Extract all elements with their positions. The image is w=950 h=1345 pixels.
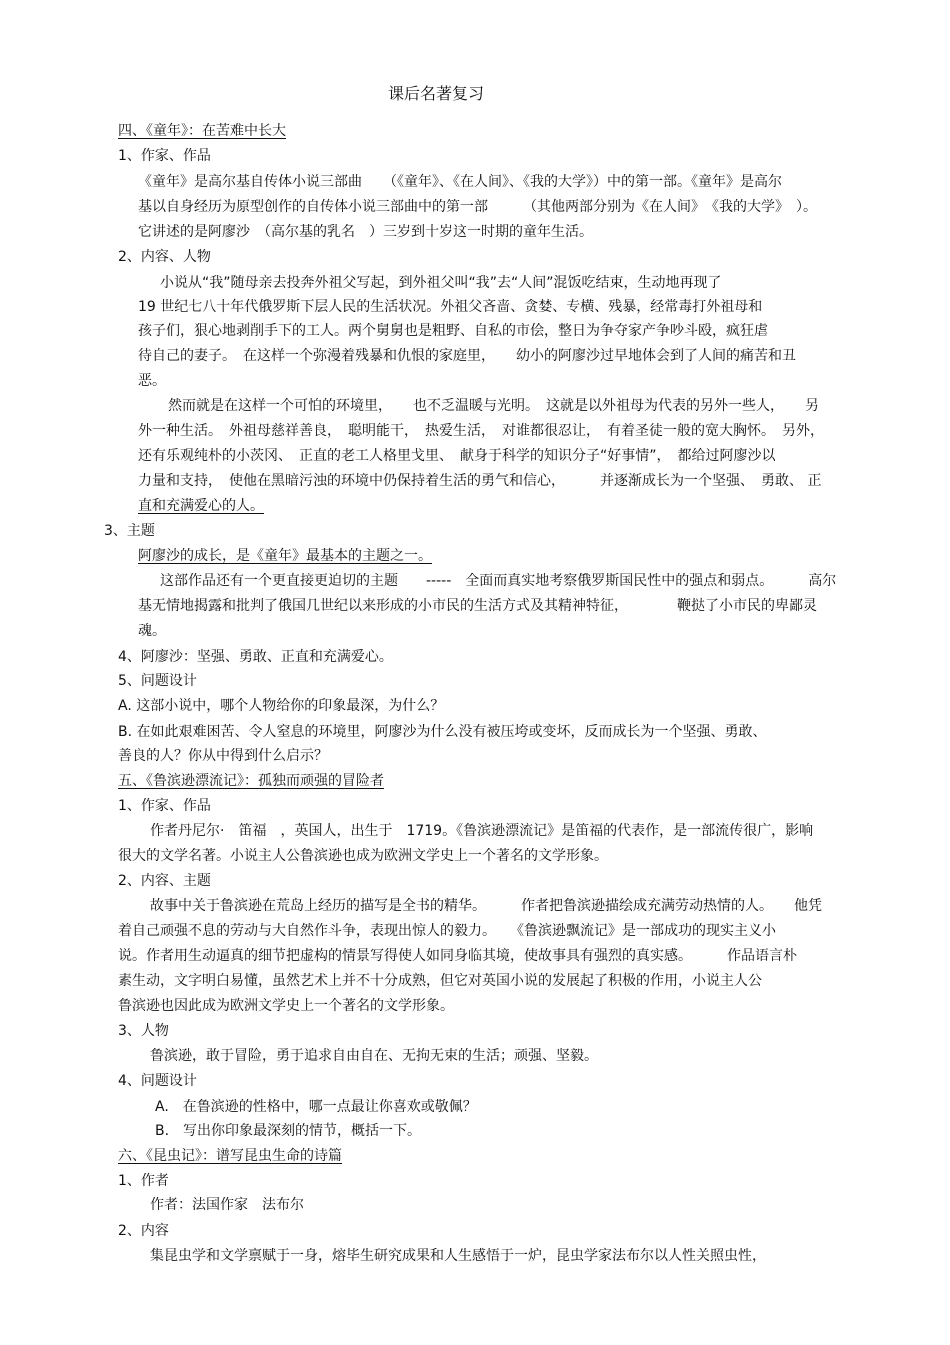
paragraph-line: 很大的文学名著。小说主人公鲁滨逊也成为欧洲文学史上一个著名的文学形象。 bbox=[118, 848, 608, 864]
question-item: A. 在鲁滨逊的性格中，哪一点最让你喜欢或敬佩？ bbox=[155, 1099, 477, 1115]
paragraph-line: 着自己顽强不息的劳动与大自然作斗争，表现出惊人的毅力。 《鲁滨逊飘流记》是一部成功的现实主义小 bbox=[118, 923, 776, 939]
paragraph-line: 魂。 bbox=[138, 623, 166, 639]
paragraph-line: 小说从“我”随母亲去投奔外祖父写起，到外祖父叫“我”去“人间”混饭吃结束，生动地再现了 bbox=[160, 275, 722, 291]
paragraph-line: 《童年》是高尔基自传体小说三部曲 （《童年》、《在人间》、《我的大学》）中的第一部。《童年》是高尔 bbox=[138, 174, 782, 190]
subheading: 4、阿廖沙：坚强、勇敢、正直和充满爱心。 bbox=[118, 649, 393, 665]
paragraph-line: 外一种生活。 外祖母慈祥善良， 聪明能干， 热爱生活， 对谁都很忍让， 有着圣徒一般的宽大胸怀。 另外， bbox=[138, 423, 824, 439]
subheading: 3、人物 bbox=[118, 1023, 169, 1039]
paragraph-line: 还有乐观纯朴的小茨冈、 正直的老工人格里戈里、 献身于科学的知识分子“好事情”， 都给过阿廖沙以 bbox=[138, 448, 776, 464]
paragraph-line: 直和充满爱心的人。 bbox=[138, 498, 264, 514]
subheading: 2、内容 bbox=[118, 1223, 169, 1239]
section-heading-tongnian: 四、《童年》：在苦难中长大 bbox=[118, 123, 286, 139]
subheading: 1、作家、作品 bbox=[118, 798, 211, 814]
subheading: 1、作者 bbox=[118, 1173, 169, 1189]
paragraph-line: 然而就是在这样一个可怕的环境里， 也不乏温暖与光明。 这就是以外祖母为代表的另外一些人， 另 bbox=[168, 398, 819, 414]
paragraph-line: 阿廖沙的成长，是《童年》最基本的主题之一。 bbox=[138, 548, 432, 564]
paragraph-line: 19 世纪七八十年代俄罗斯下层人民的生活状况。外祖父吝啬、贪婪、专横、残暴，经常毒打外祖母和 bbox=[138, 299, 763, 315]
question-item: B. 在如此艰难困苦、令人窒息的环境里，阿廖沙为什么没有被压垮或变坏，反而成长为一个坚强、勇敢、 bbox=[118, 724, 767, 740]
paragraph-line: 鲁滨逊，敢于冒险，勇于追求自由自在、无拘无束的生活；顽强、坚毅。 bbox=[150, 1048, 598, 1064]
question-item: B. 写出你印象最深刻的情节，概括一下。 bbox=[155, 1123, 422, 1139]
section-heading-insects: 六、《昆虫记》：谱写昆虫生命的诗篇 bbox=[118, 1148, 342, 1164]
subheading: 3、主题 bbox=[104, 523, 155, 539]
paragraph-line: 鲁滨逊也因此成为欧洲文学史上一个著名的文学形象。 bbox=[118, 998, 454, 1014]
page-title: 课后名著复习 bbox=[388, 84, 485, 103]
subheading: 2、内容、主题 bbox=[118, 873, 211, 889]
subheading: 4、问题设计 bbox=[118, 1073, 197, 1089]
paragraph-line: 基以自身经历为原型创作的自传体小说三部曲中的第一部 （其他两部分别为《在人间》 《我的大学》 ）。 bbox=[138, 199, 817, 215]
paragraph-line: 素生动，文字明白易懂，虽然艺术上并不十分成熟，但它对英国小说的发展起了积极的作用，小说主人公 bbox=[118, 973, 762, 989]
paragraph-line: 故事中关于鲁滨逊在荒岛上经历的描写是全书的精华。 作者把鲁滨逊描绘成充满劳动热情的人。 他凭 bbox=[150, 898, 822, 914]
paragraph-line: 力量和支持， 使他在黑暗污浊的环境中仍保持着生活的勇气和信心， 并逐渐成长为一个坚强、 勇敢、 正 bbox=[138, 473, 822, 489]
subheading: 2、内容、人物 bbox=[118, 249, 211, 265]
subheading: 1、作家、作品 bbox=[118, 148, 211, 164]
paragraph-line: 待自己的妻子。 在这样一个弥漫着残暴和仇恨的家庭里， 幼小的阿廖沙过早地体会到了人间的痛苦和丑 bbox=[138, 348, 796, 364]
paragraph-line: 孩子们，狠心地剥削手下的工人。两个舅舅也是粗野、自私的市侩，整日为争夺家产争吵斗殴，疯狂虐 bbox=[138, 323, 768, 339]
section-heading-robinson: 五、《鲁滨逊漂流记》：孤独而顽强的冒险者 bbox=[118, 773, 384, 789]
paragraph-line: 集昆虫学和文学禀赋于一身，熔毕生研究成果和人生感悟于一炉，昆虫学家法布尔以人性关照虫性， bbox=[150, 1248, 766, 1264]
question-item: A. 这部小说中，哪个人物给你的印象最深，为什么？ bbox=[118, 698, 445, 714]
paragraph-line: 作者丹尼尔· 笛福 ，英国人，出生于 1719。《鲁滨逊漂流记》是笛福的代表作，是一部流传很广，影响 bbox=[150, 823, 814, 839]
paragraph-line: 说。作者用生动逼真的细节把虚构的情景写得使人如同身临其境，使故事具有强烈的真实感。 作品语言朴 bbox=[118, 948, 797, 964]
subheading: 5、问题设计 bbox=[118, 673, 197, 689]
paragraph-line: 基无情地揭露和批判了俄国几世纪以来形成的小市民的生活方式及其精神特征， 鞭挞了小市民的卑鄙灵 bbox=[138, 598, 817, 614]
paragraph-line: 恶。 bbox=[138, 373, 166, 389]
paragraph-line: 作者：法国作家 法布尔 bbox=[150, 1197, 304, 1213]
question-item: 善良的人？你从中得到什么启示？ bbox=[118, 748, 328, 764]
paragraph-line: 它讲述的是阿廖沙 （高尔基的乳名 ）三岁到十岁这一时期的童年生活。 bbox=[138, 224, 593, 240]
paragraph-line: 这部作品还有一个更直接更迫切的主题 ----- 全面而真实地考察俄罗斯国民性中的强点和弱点。 高尔 bbox=[160, 573, 837, 589]
